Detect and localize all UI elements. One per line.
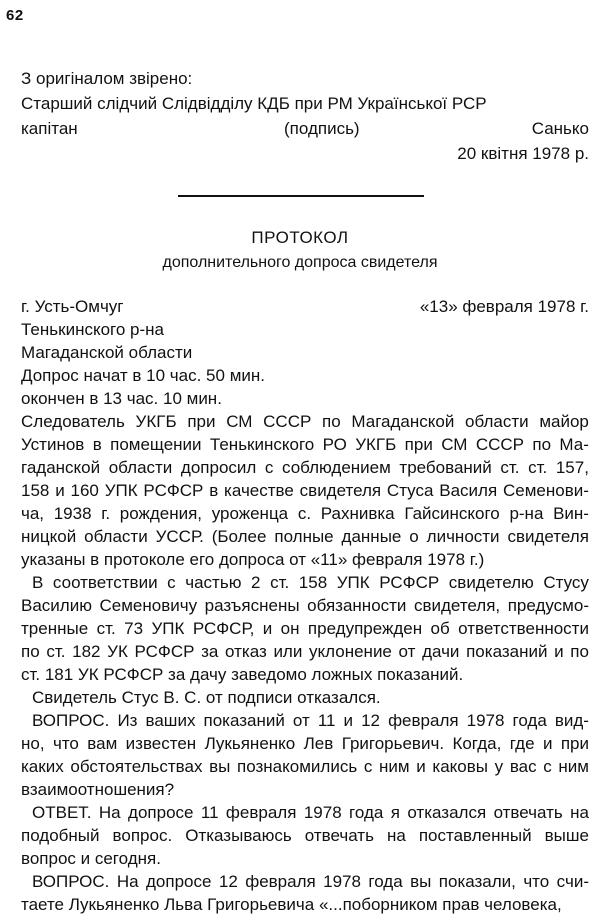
start-time: Допрос начат в 10 час. 50 мин. xyxy=(21,366,265,385)
certification-date: 20 квітня 1978 р. xyxy=(457,144,589,163)
text-line: ВОПРОС. Из ваших показаний от 11 и 12 февраля 1978 года вид- xyxy=(32,711,589,730)
text-line: Свидетель Стус В. С. от подписи отказался. xyxy=(32,688,381,707)
signature-placeholder: (подпись) xyxy=(284,119,360,138)
certification-block xyxy=(21,66,589,166)
investigator-name: Санько xyxy=(531,119,589,138)
end-time: окончен в 13 час. 10 мин. xyxy=(21,389,222,408)
place-district: Тенькинского р-на xyxy=(21,320,164,339)
text-line: таете Лукьяненко Льва Григорьевича «...поборником прав человека, xyxy=(21,895,562,914)
text-line: Василию Семеновичу разъяснены обязанности свидетеля, предусмо- xyxy=(21,596,589,615)
certification-line: З оригіналом звірено: xyxy=(21,69,193,88)
paragraph xyxy=(21,801,589,870)
paragraph xyxy=(21,870,589,916)
text-line: ВОПРОС. На допросе 12 февраля 1978 года вы показали, что счи- xyxy=(32,872,589,891)
paragraph xyxy=(21,709,589,801)
separator-line xyxy=(178,195,424,197)
text-line: ницкой области УССР. (Более полные данные о личности свидетеля xyxy=(21,527,589,546)
paragraph xyxy=(21,686,589,709)
text-line: 158 и 160 УПК РСФСР в качестве свидетеля Стуса Василя Семенови- xyxy=(21,481,589,500)
document-subtitle: дополнительного допроса свидетеля xyxy=(162,254,438,271)
place-region: Магаданской области xyxy=(21,343,193,362)
text-line: указаны в протоколе его допроса от «11» февраля 1978 г.) xyxy=(21,550,485,569)
text-line: ча, 1938 г. рождения, уроженца с. Рахнивка Гайсинского р-на Вин- xyxy=(21,504,589,523)
text-line: ст. 181 УК РСФСР за дачу заведомо ложных показаний. xyxy=(21,665,464,684)
text-line: В соответствии с частью 2 ст. 158 УПК РСФСР свидетелю Стусу xyxy=(32,573,589,592)
protocol-body xyxy=(21,410,589,916)
text-line: вопрос и сегодня. xyxy=(21,849,161,868)
text-line: по ст. 182 УК РСФСР за отказ или уклонение от дачи показаний и по xyxy=(21,642,589,661)
protocol-date: «13» февраля 1978 г. xyxy=(419,297,589,316)
text-line: тренные ст. 73 УПК РСФСР, и он предупрежден об ответственности xyxy=(21,619,589,638)
investigator-position: Старший слідчий Слідвідділу КДБ при РМ Української РСР xyxy=(21,94,487,113)
place-date-row xyxy=(21,295,589,318)
rank-signature-row xyxy=(21,116,589,141)
text-line: каких обстоятельствах вы познакомились с ним и каковы у вас с ним xyxy=(21,757,589,776)
text-line: взаимоотношения? xyxy=(21,780,175,799)
text-line: но, что вам известен Лукьяненко Лев Григорьевич. Когда, где и при xyxy=(21,734,589,753)
place-city: г. Усть-Омчуг xyxy=(21,297,124,316)
text-line: Следователь УКГБ при СМ СССР по Магаданской области майор xyxy=(21,412,589,431)
text-line: гаданской области допросил с соблюдением требований ст. ст. 157, xyxy=(21,458,589,477)
text-line: ОТВЕТ. На допросе 11 февраля 1978 года я отказался отвечать на xyxy=(32,803,589,822)
paragraph xyxy=(21,410,589,571)
paragraph xyxy=(21,571,589,686)
text-line: подобный вопрос. Отказываюсь отвечать на поставленный выше xyxy=(21,826,589,845)
page-number: 62 xyxy=(6,7,24,24)
text-line: Устинов в помещении Тенькинского РО УКГБ при СМ СССР по Ма- xyxy=(21,435,589,454)
protocol-meta xyxy=(21,295,589,410)
document-title: ПРОТОКОЛ xyxy=(251,228,349,247)
rank: капітан xyxy=(21,119,78,138)
